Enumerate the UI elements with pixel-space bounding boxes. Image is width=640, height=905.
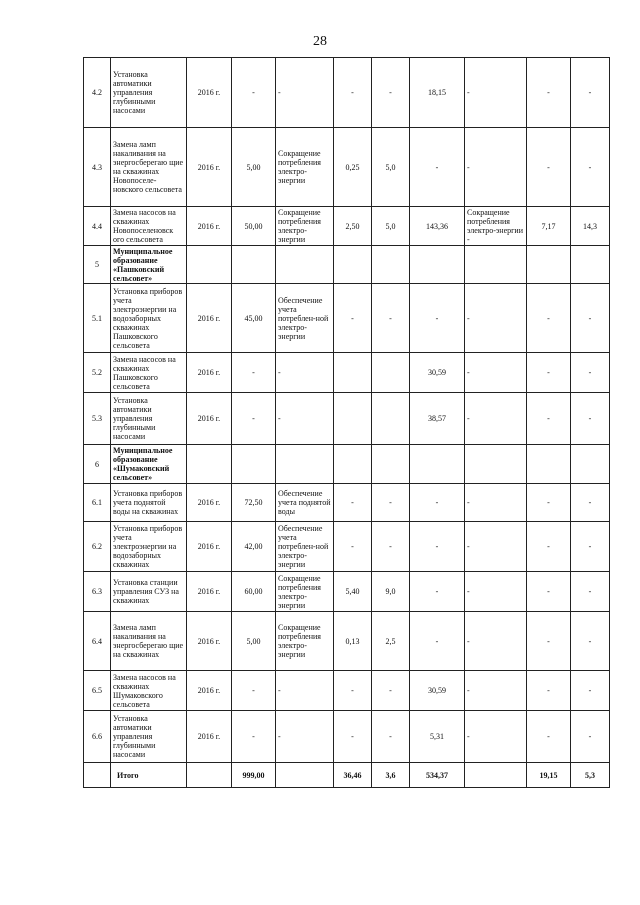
value-cell [334, 393, 372, 445]
measure-name: Установка автоматики управления глубинными насосами [111, 58, 187, 128]
row-number: 5 [84, 246, 111, 284]
year-cell [187, 246, 232, 284]
effect-cell: - [465, 58, 527, 128]
value-cell: 5,31 [410, 711, 465, 763]
measure-name: Замена насосов на скважинах Новопоселеновск ого сельсовета [111, 207, 187, 246]
effect-cell: Сокращение потребления электро-энергии [276, 207, 334, 246]
value-cell: 0,25 [334, 128, 372, 207]
effect-cell: - [465, 484, 527, 522]
value-cell: - [334, 671, 372, 711]
effect-cell: Обеспечение учета потреблен-ной электро-энергии [276, 284, 334, 353]
year-cell [187, 445, 232, 484]
value-cell: - [527, 353, 571, 393]
value-cell [571, 445, 610, 484]
year-cell: 2016 г. [187, 393, 232, 445]
value-cell: - [527, 612, 571, 671]
measure-name: Установка приборов учета электроэнергии на водозаборных скважинах [111, 522, 187, 572]
value-cell: - [527, 572, 571, 612]
effect-cell: Сокращение потребления электро-энергии [276, 612, 334, 671]
value-cell: - [571, 612, 610, 671]
year-cell: 2016 г. [187, 484, 232, 522]
table-row [84, 128, 610, 207]
value-cell: - [527, 284, 571, 353]
year-cell: 2016 г. [187, 671, 232, 711]
effect-cell: - [276, 711, 334, 763]
value-cell [372, 353, 410, 393]
value-cell: - [571, 671, 610, 711]
cost-cell: 45,00 [232, 284, 276, 353]
table-row [84, 572, 610, 612]
effect-cell: - [276, 353, 334, 393]
value-cell [372, 393, 410, 445]
year-cell: 2016 г. [187, 711, 232, 763]
cost-cell [232, 445, 276, 484]
effect-cell [276, 763, 334, 788]
value-cell: - [527, 128, 571, 207]
value-cell: - [571, 284, 610, 353]
effect-cell: - [276, 58, 334, 128]
effect-cell: - [465, 572, 527, 612]
value-cell [527, 445, 571, 484]
value-cell: - [410, 484, 465, 522]
effect-cell: Обеспечение учета потреблен-ной электро-энергии [276, 522, 334, 572]
value-cell: 3,6 [372, 763, 410, 788]
value-cell: - [334, 522, 372, 572]
row-number: 4.2 [84, 58, 111, 128]
value-cell: 30,59 [410, 671, 465, 711]
cost-cell: 999,00 [232, 763, 276, 788]
value-cell: 9,0 [372, 572, 410, 612]
measure-name: Муниципальное образование «Шумаковский сельсовет» [111, 445, 187, 484]
value-cell: - [571, 393, 610, 445]
effect-cell: Сокращение потребления электро-энергии [276, 572, 334, 612]
value-cell: - [372, 711, 410, 763]
value-cell: - [372, 284, 410, 353]
effect-cell: Сокращение потребления электро-энергии [276, 128, 334, 207]
value-cell: 2,5 [372, 612, 410, 671]
value-cell [372, 445, 410, 484]
effect-cell: - [465, 284, 527, 353]
value-cell: - [372, 58, 410, 128]
table-row [84, 284, 610, 353]
cost-cell: - [232, 353, 276, 393]
effect-cell: - [465, 353, 527, 393]
value-cell: - [372, 484, 410, 522]
cost-cell: 42,00 [232, 522, 276, 572]
row-number: 5.3 [84, 393, 111, 445]
total-row [84, 763, 610, 788]
year-cell: 2016 г. [187, 207, 232, 246]
value-cell: - [372, 671, 410, 711]
value-cell: - [527, 393, 571, 445]
value-cell [571, 246, 610, 284]
year-cell: 2016 г. [187, 522, 232, 572]
table-row [84, 353, 610, 393]
effect-cell: - [465, 522, 527, 572]
table-row [84, 612, 610, 671]
effect-cell: - [276, 393, 334, 445]
cost-cell: 5,00 [232, 612, 276, 671]
measure-name: Замена насосов на скважинах Шумаковского сельсовета [111, 671, 187, 711]
measure-name: Замена ламп накаливания на энергосберегаю щие на скважинах [111, 612, 187, 671]
effect-cell [465, 445, 527, 484]
measure-name: Установка станции управления СУЗ на скважинах [111, 572, 187, 612]
value-cell: 143,36 [410, 207, 465, 246]
value-cell: - [571, 353, 610, 393]
measure-name: Итого [111, 763, 187, 788]
value-cell: - [571, 128, 610, 207]
value-cell: 19,15 [527, 763, 571, 788]
value-cell: 5,40 [334, 572, 372, 612]
year-cell [187, 763, 232, 788]
effect-cell [276, 246, 334, 284]
measure-name: Замена насосов на скважинах Пашковского сельсовета [111, 353, 187, 393]
measure-name: Установка приборов учета электроэнергии на водозаборных скважинах Пашковского сельсовета [111, 284, 187, 353]
row-number: 6.5 [84, 671, 111, 711]
year-cell: 2016 г. [187, 612, 232, 671]
table-row [84, 484, 610, 522]
value-cell: 7,17 [527, 207, 571, 246]
year-cell: 2016 г. [187, 572, 232, 612]
value-cell: - [527, 711, 571, 763]
value-cell: 2,50 [334, 207, 372, 246]
row-number [84, 763, 111, 788]
row-number: 5.1 [84, 284, 111, 353]
value-cell: - [410, 128, 465, 207]
cost-cell: - [232, 393, 276, 445]
measure-name: Замена ламп накаливания на энергосберегаю щие на скважинах Новопоселе-новского сельсовета [111, 128, 187, 207]
effect-cell: Обеспечение учета поднятой воды [276, 484, 334, 522]
cost-cell: 50,00 [232, 207, 276, 246]
value-cell: - [410, 284, 465, 353]
row-number: 4.4 [84, 207, 111, 246]
value-cell: - [410, 522, 465, 572]
value-cell: - [571, 522, 610, 572]
section-row [84, 445, 610, 484]
effect-cell: - [465, 671, 527, 711]
cost-cell: 72,50 [232, 484, 276, 522]
row-number: 4.3 [84, 128, 111, 207]
value-cell: - [334, 284, 372, 353]
measure-name: Установка автоматики управления глубинными насосами [111, 711, 187, 763]
page-number: 28 [313, 34, 327, 49]
cost-cell: - [232, 711, 276, 763]
value-cell [334, 353, 372, 393]
value-cell: - [571, 711, 610, 763]
row-number: 6.3 [84, 572, 111, 612]
value-cell: - [571, 58, 610, 128]
value-cell: 5,0 [372, 128, 410, 207]
year-cell: 2016 г. [187, 58, 232, 128]
effect-cell [276, 445, 334, 484]
cost-cell: 60,00 [232, 572, 276, 612]
value-cell: 30,59 [410, 353, 465, 393]
measure-name: Муниципальное образование «Пашковский сельсовет» [111, 246, 187, 284]
effect-cell: - [465, 128, 527, 207]
value-cell [410, 445, 465, 484]
table-row [84, 711, 610, 763]
value-cell: - [372, 522, 410, 572]
table-row [84, 207, 610, 246]
effect-cell: - [276, 671, 334, 711]
section-row [84, 246, 610, 284]
cost-cell [232, 246, 276, 284]
table-row [84, 393, 610, 445]
cost-cell: - [232, 671, 276, 711]
cost-cell: - [232, 58, 276, 128]
effect-cell: Сокращение потребления электро-энергии - [465, 207, 527, 246]
value-cell: 18,15 [410, 58, 465, 128]
table-row [84, 671, 610, 711]
measure-name: Установка автоматики управления глубинными насосами [111, 393, 187, 445]
effect-cell: - [465, 612, 527, 671]
value-cell: - [334, 711, 372, 763]
measure-name: Установка приборов учета поднятой воды на скважинах [111, 484, 187, 522]
value-cell [334, 246, 372, 284]
row-number: 6 [84, 445, 111, 484]
value-cell: 5,0 [372, 207, 410, 246]
value-cell: - [410, 612, 465, 671]
year-cell: 2016 г. [187, 353, 232, 393]
value-cell: 36,46 [334, 763, 372, 788]
row-number: 6.1 [84, 484, 111, 522]
value-cell [527, 246, 571, 284]
effect-cell [465, 763, 527, 788]
effect-cell [465, 246, 527, 284]
value-cell: 5,3 [571, 763, 610, 788]
year-cell: 2016 г. [187, 128, 232, 207]
value-cell: 14,3 [571, 207, 610, 246]
measures-table [83, 57, 610, 788]
row-number: 6.2 [84, 522, 111, 572]
value-cell: 38,57 [410, 393, 465, 445]
value-cell: - [527, 58, 571, 128]
effect-cell: - [465, 393, 527, 445]
effect-cell: - [465, 711, 527, 763]
value-cell: 0,13 [334, 612, 372, 671]
value-cell [410, 246, 465, 284]
value-cell: - [527, 522, 571, 572]
value-cell: - [527, 671, 571, 711]
value-cell: - [334, 58, 372, 128]
value-cell: - [571, 484, 610, 522]
value-cell [372, 246, 410, 284]
row-number: 6.4 [84, 612, 111, 671]
cost-cell: 5,00 [232, 128, 276, 207]
value-cell: - [334, 484, 372, 522]
value-cell: - [410, 572, 465, 612]
table-row [84, 58, 610, 128]
value-cell: - [571, 572, 610, 612]
value-cell: - [527, 484, 571, 522]
row-number: 6.6 [84, 711, 111, 763]
year-cell: 2016 г. [187, 284, 232, 353]
table-row [84, 522, 610, 572]
value-cell: 534,37 [410, 763, 465, 788]
row-number: 5.2 [84, 353, 111, 393]
value-cell [334, 445, 372, 484]
